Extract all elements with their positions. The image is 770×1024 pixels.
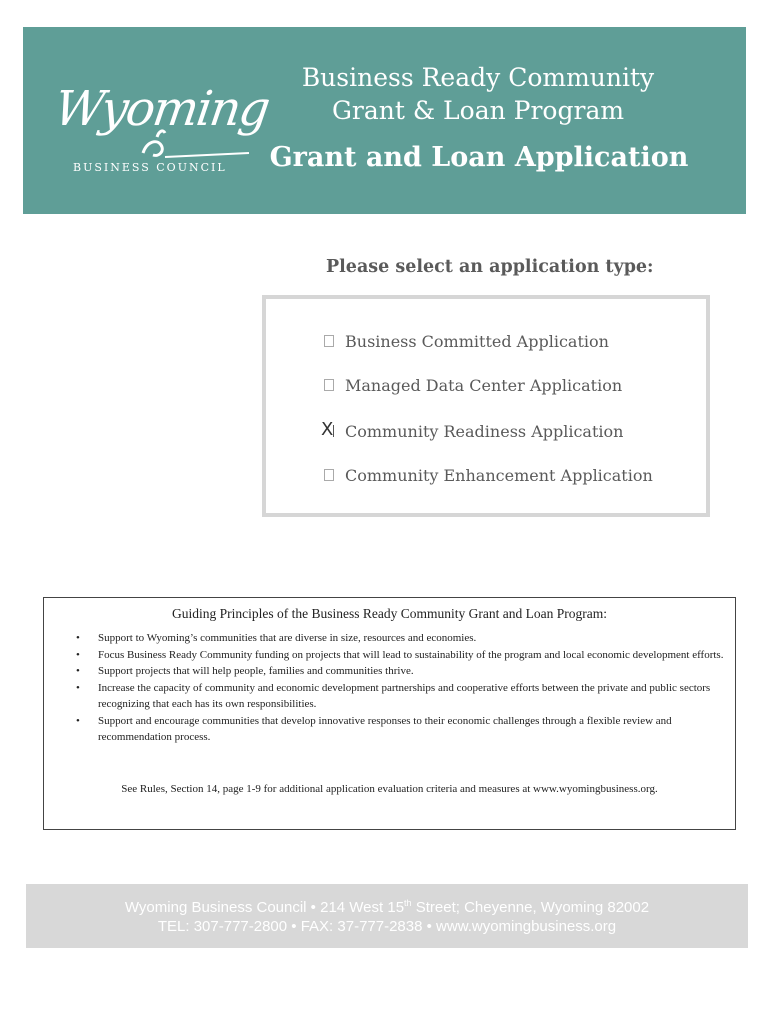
checkbox-managed-data-center[interactable] xyxy=(324,379,334,391)
principles-heading: Guiding Principles of the Business Ready Community Grant and Loan Program: xyxy=(172,606,607,621)
option-community-enhancement[interactable] xyxy=(324,463,653,487)
list-item: • Support to Wyoming’s communities that are diverse in size, resources and economies. xyxy=(64,630,729,647)
footer-phone-web: TEL: 307-777-2800 • FAX: 37-777-2838 • www.wyomingbusiness.org xyxy=(157,918,617,935)
check-mark: X xyxy=(321,419,334,440)
bullet-icon: • xyxy=(76,681,80,694)
application-type-heading: Please select an application type: xyxy=(326,257,654,277)
footer-address: Wyoming Business Council • 214 West 15th Street; Cheyenne, Wyoming 82002 xyxy=(124,898,650,916)
bullet-icon: • xyxy=(76,714,80,727)
list-item: • Increase the capacity of community and economic development partnerships and cooperative efforts between the private and public sectors recognizing that each has its own responsibilities. xyxy=(76,681,711,710)
bullet-icon: • xyxy=(76,632,80,644)
header-banner xyxy=(23,27,746,214)
option-business-committed[interactable] xyxy=(324,329,609,353)
option-label: Business Committed Application xyxy=(345,331,609,351)
footer-contact xyxy=(26,884,748,948)
guiding-principles-box xyxy=(43,597,736,830)
checkbox-business-committed[interactable] xyxy=(324,335,334,347)
option-label: Community Readiness Application xyxy=(345,421,624,441)
option-community-readiness[interactable] xyxy=(321,419,624,443)
option-label: Community Enhancement Application xyxy=(345,465,653,485)
application-type-box xyxy=(262,295,710,517)
logo-subtitle: BUSINESS COUNCIL xyxy=(73,161,227,174)
wyoming-business-council-logo xyxy=(51,57,272,207)
principles-footnote: See Rules, Section 14, page 1-9 for additional application evaluation criteria and measures at www.wyomingbusiness.org. xyxy=(121,783,658,795)
program-name-line2: Grant & Loan Program xyxy=(331,96,625,125)
list-item: • Support projects that will help people, families and communities thrive. xyxy=(64,663,729,680)
list-item: • Support and encourage communities that develop innovative responses to their economic challenges through a flexible review and recommendation process. xyxy=(76,714,672,743)
option-label: Managed Data Center Application xyxy=(345,375,623,395)
bullet-icon: • xyxy=(76,648,80,661)
checkbox-community-enhancement[interactable] xyxy=(324,469,334,481)
principles-list xyxy=(64,630,729,746)
program-name-line1: Business Ready Community xyxy=(301,63,655,92)
checkbox-community-readiness[interactable] xyxy=(321,419,334,440)
page-title: Grant and Loan Application xyxy=(269,142,689,173)
option-managed-data-center[interactable] xyxy=(324,373,622,397)
list-item: • Focus Business Ready Community funding on projects that will lead to sustainability of the program and local economic development efforts. xyxy=(64,647,729,664)
logo-wordmark: Wyoming xyxy=(51,81,272,137)
bullet-icon: • xyxy=(76,665,80,677)
